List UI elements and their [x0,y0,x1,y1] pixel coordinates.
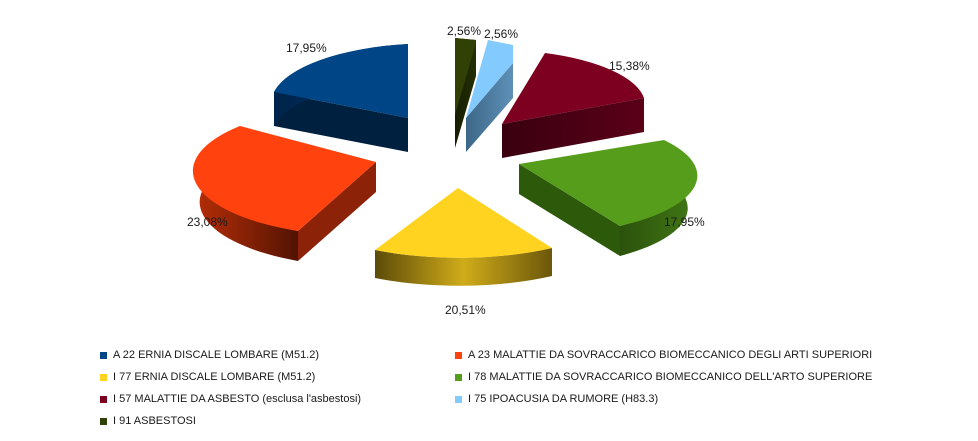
legend-swatch-a23 [455,352,462,359]
data-label-i77: 20,51% [445,303,486,317]
legend-swatch-i57 [100,396,107,403]
pie-slice-a23 [193,126,376,261]
pie-slice-i77-top [375,188,552,258]
legend-label-i57: I 57 MALATTIE DA ASBESTO (esclusa l'asbestosi) [113,393,362,405]
data-label-i57: 15,38% [609,59,650,73]
legend-label-i91: I 91 ASBESTOSI [113,415,196,427]
legend-item-a23 [455,346,872,364]
legend-label-i78: I 78 MALATTIE DA SOVRACCARICO BIOMECCANICO DELL'ARTO SUPERIORE [468,371,873,383]
data-label-i75: 2,56% [484,27,519,41]
legend-swatch-a22 [100,352,107,359]
legend-label-i75: I 75 IPOACUSIA DA RUMORE (H83.3) [468,393,659,405]
legend-item-i78 [455,368,872,386]
pie-slice-a22 [274,44,408,152]
legend-swatch-i77 [100,374,107,381]
data-label-i78: 17,95% [664,215,705,229]
data-label-a23: 23,08% [187,215,228,229]
pie-slice-i77 [375,188,552,286]
legend-item-i77 [100,368,315,386]
legend-swatch-i78 [455,374,462,381]
legend-label-a23: A 23 MALATTIE DA SOVRACCARICO BIOMECCANICO DEGLI ARTI SUPERIORI [468,349,873,361]
legend-swatch-i91 [100,418,107,425]
legend-label-a22: A 22 ERNIA DISCALE LOMBARE (M51.2) [113,349,320,361]
data-label-a22: 17,95% [286,41,327,55]
pie-slice-i78 [519,140,697,256]
legend-item-i57 [100,390,361,408]
data-label-i91: 2,56% [447,24,482,38]
legend-item-a22 [100,346,319,364]
legend-item-i75 [455,390,658,408]
legend-swatch-i75 [455,396,462,403]
legend-label-i77: I 77 ERNIA DISCALE LOMBARE (M51.2) [113,371,316,383]
legend-item-i91 [100,412,196,430]
